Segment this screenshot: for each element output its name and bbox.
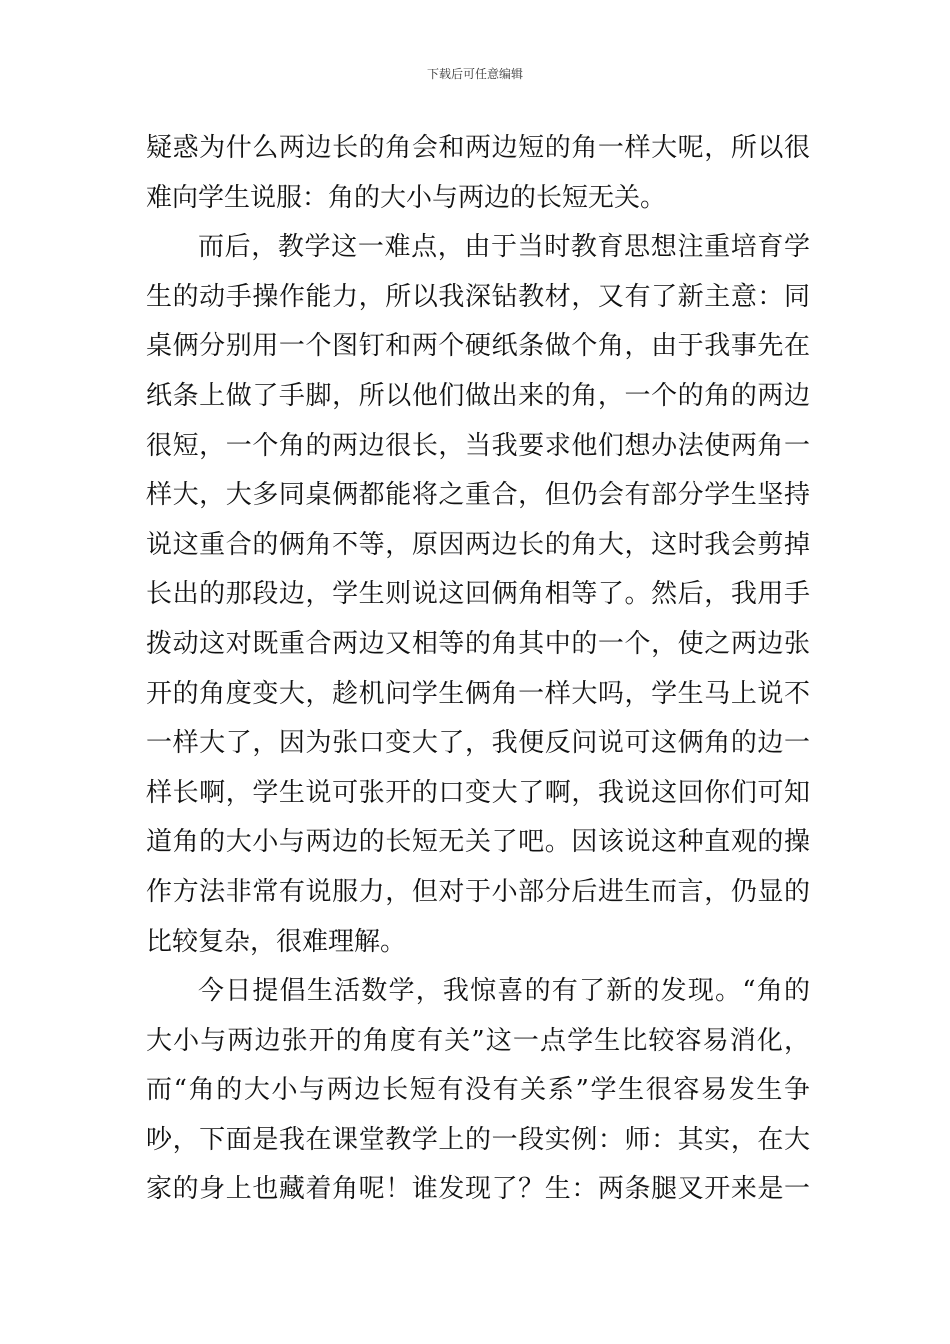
- text-line: 而“角的大小与两边长短有没有关系”学生很容易发生争: [146, 1075, 810, 1106]
- text-line: 难向学生说服：角的大小与两边的长短无关。: [146, 182, 667, 213]
- text-line: 拨动这对既重合两边又相等的角其中的一个，使之两边张: [146, 628, 810, 659]
- text-line: 而后，教学这一难点，由于当时教育思想注重培育学: [198, 232, 810, 263]
- paragraph-3: [146, 967, 810, 1215]
- text-line: 道角的大小与两边的长短无关了吧。因该说这种直观的操: [146, 827, 810, 858]
- paragraph-1: [146, 124, 810, 223]
- text-line: 开的角度变大，趁机问学生俩角一样大吗，学生马上说不: [146, 678, 810, 709]
- text-line: 说这重合的俩角不等，原因两边长的角大，这时我会剪掉: [146, 529, 810, 560]
- text-line: 很短，一个角的两边很长，当我要求他们想办法使两角一: [146, 430, 810, 461]
- text-line: 吵，下面是我在课堂教学上的一段实例：师：其实，在大: [146, 1124, 810, 1155]
- text-line: 纸条上做了手脚，所以他们做出来的角，一个的角的两边: [146, 380, 810, 411]
- text-line: 大小与两边张开的角度有关”这一点学生比较容易消化，: [146, 1025, 810, 1056]
- text-line: 一样大了，因为张口变大了，我便反问说可这俩角的边一: [146, 728, 810, 759]
- document-body: [146, 124, 810, 1215]
- text-line: 样大，大多同桌俩都能将之重合，但仍会有部分学生坚持: [146, 480, 810, 511]
- text-line: 生的动手操作能力，所以我深钻教材，又有了新主意：同: [146, 281, 810, 312]
- paragraph-2: [146, 223, 810, 967]
- text-line: 长出的那段边，学生则说这回俩角相等了。然后，我用手: [146, 579, 810, 610]
- text-line: 今日提倡生活数学，我惊喜的有了新的发现。“角的: [198, 976, 810, 1007]
- text-line: 家的身上也藏着角呢！谁发现了？生：两条腿叉开来是一: [146, 1174, 810, 1205]
- text-line: 疑惑为什么两边长的角会和两边短的角一样大呢，所以很: [146, 133, 810, 163]
- page-header: 下载后可任意编辑: [426, 67, 523, 81]
- text-line: 作方法非常有说服力，但对于小部分后进生而言，仍显的: [146, 876, 810, 907]
- text-line: 样长啊，学生说可张开的口变大了啊，我说这回你们可知: [146, 777, 810, 808]
- text-line: 桌俩分别用一个图钉和两个硬纸条做个角，由于我事先在: [146, 331, 810, 362]
- text-line: 比较复杂，很难理解。: [146, 926, 407, 957]
